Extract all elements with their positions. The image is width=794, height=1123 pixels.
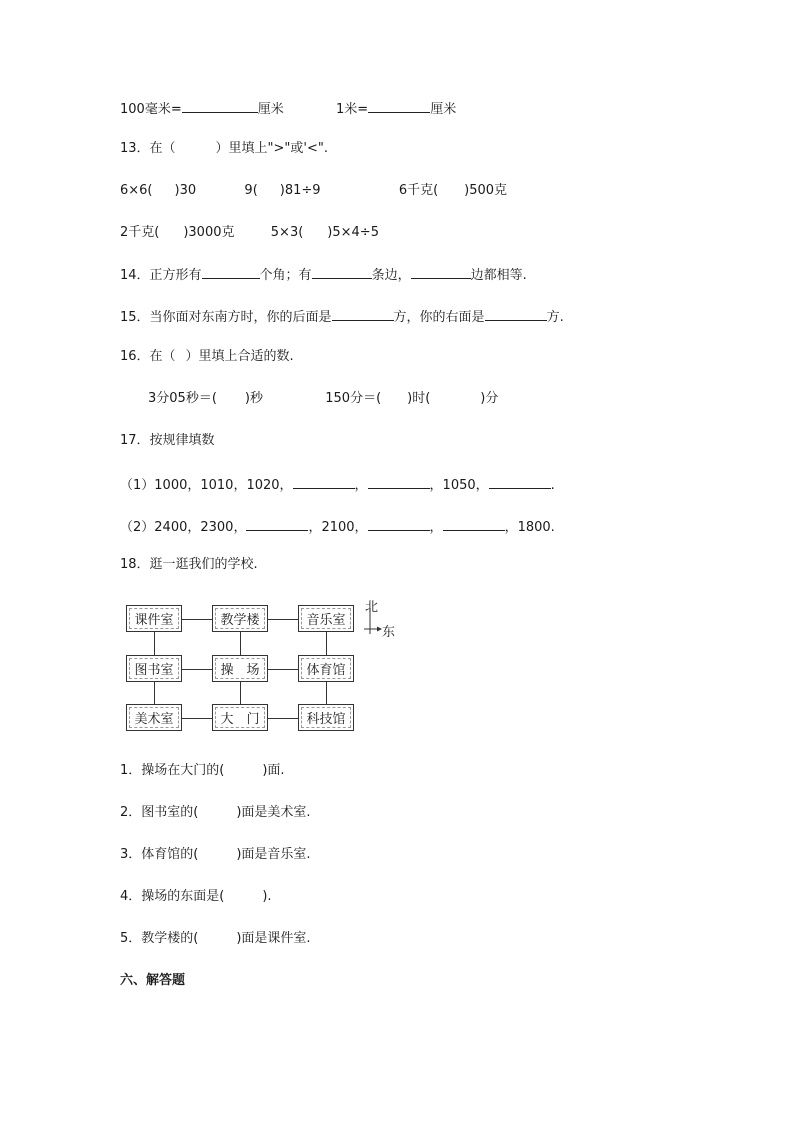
q17-r2-blank-2[interactable]	[368, 516, 430, 531]
school-map	[120, 598, 420, 738]
room-tiyuguan: 体育馆	[298, 655, 354, 682]
connector	[182, 619, 212, 620]
q12-a-blank[interactable]	[182, 98, 258, 113]
room-jiaoxuelou: 教学楼	[212, 605, 268, 632]
q13-r2-b1: 5×3(	[270, 225, 304, 240]
q17-r1-b: ，1050，	[429, 478, 489, 493]
q14-blank-1[interactable]	[202, 264, 260, 279]
q13-r1-a2: )30	[174, 183, 197, 198]
q14-p1: 14．正方形有	[120, 268, 202, 283]
q16-a2: )秒	[244, 391, 263, 406]
q15-p3: 方.	[546, 310, 564, 325]
q15-p1: 15．当你面对东南方时，你的后面是	[120, 310, 332, 325]
q16-b1: 150分＝(	[325, 391, 382, 406]
compass-north-label: 北	[365, 600, 379, 615]
q15-blank-2[interactable]	[485, 306, 547, 321]
room-damen: 大 门	[212, 704, 268, 731]
q14-p3: 条边，	[371, 268, 411, 283]
connector	[268, 669, 298, 670]
q18-item-3	[120, 846, 311, 864]
room-meishushi: 美术室	[126, 704, 182, 731]
q17-r2-b: ，	[429, 520, 443, 535]
q14-blank-3[interactable]	[411, 264, 471, 279]
q17-r1-blank-3[interactable]	[489, 474, 551, 489]
q12-b-blank[interactable]	[368, 98, 430, 113]
q17-r2-c: ，1800.	[504, 520, 555, 535]
q14-p4: 边都相等.	[470, 268, 527, 283]
q13-row1	[120, 182, 507, 200]
q17-r2-a: ，2100，	[308, 520, 368, 535]
q18-item-5-a: 5．教学楼的(	[120, 931, 199, 946]
q17-heading: 17．按规律填数	[120, 433, 215, 448]
q13-r1-b2: )81÷9	[279, 183, 321, 198]
q18-item-1-a: 1．操场在大门的(	[120, 763, 225, 778]
q18-item-2-a: 2．图书室的(	[120, 805, 199, 820]
connector	[326, 682, 327, 705]
q13-r1-b1: 9(	[244, 183, 258, 198]
q14-blank-2[interactable]	[312, 264, 372, 279]
q12-a-right: 厘米	[257, 102, 284, 117]
q18-item-4-b: ).	[262, 889, 272, 904]
q17-r1-blank-2[interactable]	[368, 474, 430, 489]
q12-a-left: 100毫米=	[120, 102, 182, 117]
q15-blank-1[interactable]	[332, 306, 394, 321]
q17-r2-blank-3[interactable]	[443, 516, 505, 531]
q12-tail-line	[120, 98, 456, 119]
q18-item-1-b: )面.	[262, 763, 285, 778]
q13-r2-a2: )3000克	[183, 225, 235, 240]
q17-row1	[120, 474, 555, 495]
section-6-heading: 六、解答题	[120, 973, 186, 988]
q13-prefix: 13．在（	[120, 141, 176, 156]
connector	[182, 669, 212, 670]
q16-suffix: ）里填上合适的数.	[185, 349, 294, 364]
connector	[326, 632, 327, 656]
q12-b-left: 1米=	[336, 102, 369, 117]
room-yinyueshi: 音乐室	[298, 605, 354, 632]
q17-row2	[120, 516, 555, 537]
room-tushushi: 图书室	[126, 655, 182, 682]
q17-r1-blank-1[interactable]	[293, 474, 355, 489]
compass-east-label: 东	[382, 625, 396, 640]
q13-r1-c1: 6千克(	[398, 183, 439, 198]
q16-row	[148, 390, 498, 408]
connector	[240, 682, 241, 705]
q13-r1-a1: 6×6(	[120, 183, 153, 198]
connector	[154, 632, 155, 656]
q17-r2-blank-1[interactable]	[246, 516, 308, 531]
q13-row2	[120, 224, 379, 242]
q18-item-4	[120, 888, 272, 906]
q13-suffix: ）里填上">"或'<".	[215, 141, 328, 156]
q15-line	[120, 306, 564, 327]
q18-item-3-a: 3．体育馆的(	[120, 847, 199, 862]
q17-r2-prefix: （2）2400，2300，	[120, 520, 247, 535]
q13-r2-b2: )5×4÷5	[327, 225, 379, 240]
q17-r1-mid: ，	[354, 478, 368, 493]
q18-item-4-a: 4．操场的东面是(	[120, 889, 225, 904]
q13-r2-a1: 2千克(	[120, 225, 160, 240]
q18-item-5-b: )面是课件室.	[236, 931, 311, 946]
q18-item-1	[120, 762, 285, 780]
connector	[154, 682, 155, 705]
room-kejianshi: 课件室	[126, 605, 182, 632]
connector	[240, 632, 241, 656]
q14-line	[120, 264, 527, 285]
q16-b2: )时(	[407, 391, 431, 406]
q13-r1-c2: )500克	[464, 183, 508, 198]
q17-r1-end: .	[550, 478, 555, 493]
q18-item-2	[120, 804, 311, 822]
q17-r1-prefix: （1）1000，1010，1020，	[120, 478, 293, 493]
room-caochang: 操 场	[212, 655, 268, 682]
room-kejiguan: 科技馆	[298, 704, 354, 731]
q15-p2: 方，你的右面是	[393, 310, 485, 325]
q12-b-right: 厘米	[430, 102, 457, 117]
q16-prefix: 16．在（	[120, 349, 176, 364]
connector	[268, 619, 298, 620]
q18-item-5	[120, 930, 311, 948]
q18-item-3-b: )面是音乐室.	[236, 847, 311, 862]
connector	[268, 718, 298, 719]
connector	[182, 718, 212, 719]
q16-a1: 3分05秒＝(	[148, 391, 217, 406]
q18-heading: 18．逛一逛我们的学校.	[120, 557, 258, 572]
q16-b3: )分	[480, 391, 499, 406]
q18-item-2-b: )面是美术室.	[236, 805, 311, 820]
q14-p2: 个角；有	[259, 268, 312, 283]
q16-heading	[120, 348, 294, 366]
q13-heading	[120, 140, 328, 158]
